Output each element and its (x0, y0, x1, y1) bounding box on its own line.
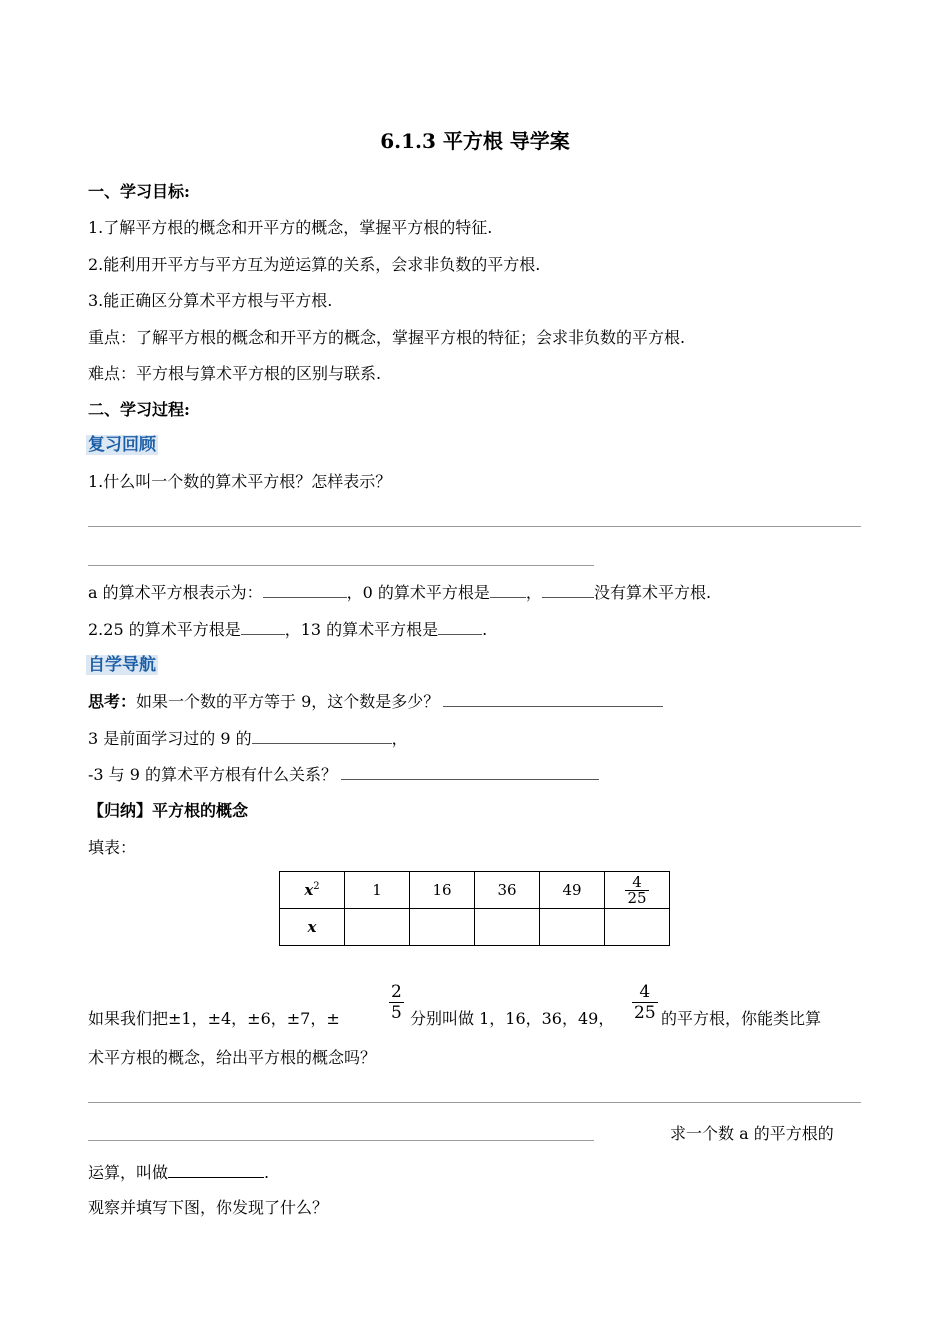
blank-field[interactable] (168, 1163, 264, 1178)
answer-cell[interactable] (410, 909, 475, 946)
blank-field[interactable] (542, 583, 594, 598)
analogy-text-3: 的平方根，你能类比算 (661, 1009, 822, 1028)
table-cell: 16 (410, 872, 475, 909)
summary-heading: 【归纳】平方根的概念 (88, 801, 249, 820)
table-header-x: x (280, 909, 345, 946)
think-text: 如果一个数的平方等于 9，这个数是多少？ (136, 692, 440, 711)
answer-cell[interactable] (605, 909, 670, 946)
answer-line[interactable] (88, 1140, 594, 1141)
line-3 (88, 729, 408, 749)
key-point: 重点：了解平方根的概念和开平方的概念，掌握平方根的特征；会求非负数的平方根. (88, 328, 686, 347)
numerator: 4 (632, 982, 658, 1003)
x-symbol: x (304, 881, 314, 899)
table-cell-fraction (605, 872, 670, 909)
page-title: 6.1.3 平方根 导学案 (380, 129, 570, 153)
blank-field[interactable] (252, 729, 392, 744)
think-line (88, 692, 663, 712)
operation-text-b: 运算，叫做 (88, 1163, 169, 1182)
denominator: 5 (391, 1003, 402, 1023)
section1-heading: 一、学习目标: (88, 182, 190, 201)
table-cell: 1 (345, 872, 410, 909)
line-3-text: 3 是前面学习过的 9 的 (88, 729, 252, 748)
answer-line[interactable] (88, 565, 594, 566)
operation-period: . (264, 1163, 270, 1182)
operation-line (88, 1163, 269, 1183)
fraction-four-25 (632, 982, 658, 1023)
answer-line[interactable] (88, 526, 861, 527)
denominator: 25 (634, 1003, 656, 1023)
fraction (625, 872, 648, 907)
goal-3: 3.能正确区分算术平方根与平方根. (88, 291, 333, 310)
blank-field[interactable] (490, 583, 526, 598)
blank-field[interactable] (438, 620, 482, 635)
observe-text: 观察并填写下图，你发现了什么？ (88, 1198, 329, 1217)
denominator: 25 (627, 888, 647, 907)
exponent: 2 (313, 881, 320, 892)
difficulty: 难点：平方根与算术平方根的区别与联系. (88, 364, 382, 383)
table-row (280, 872, 670, 909)
answer-line[interactable] (88, 1102, 861, 1103)
fill-table-label: 填表： (88, 838, 137, 857)
square-table (279, 871, 670, 946)
numerator: 4 (625, 875, 648, 891)
line-neg3 (88, 765, 599, 785)
table-cell: 49 (540, 872, 605, 909)
fill-b-text-3: . (482, 620, 488, 639)
fill-b-text-2: ，13 的算术平方根是 (284, 620, 439, 639)
line-neg3-text: -3 与 9 的算术平方根有什么关系？ (88, 765, 338, 784)
answer-cell[interactable] (345, 909, 410, 946)
section2-heading: 二、学习过程: (88, 400, 190, 419)
analogy-text-1: 如果我们把±1，±4，±6，±7，± (88, 1009, 340, 1028)
line-3-comma: ， (391, 729, 408, 748)
answer-cell[interactable] (540, 909, 605, 946)
fill-a-text-3: ， (525, 583, 542, 602)
goal-2: 2.能利用开平方与平方互为逆运算的关系，会求非负数的平方根. (88, 255, 541, 274)
think-label: 思考： (88, 692, 137, 711)
analogy-text-2: 分别叫做 1，16，36，49， (410, 1009, 615, 1028)
fraction-two-fifths (389, 982, 404, 1023)
goal-1: 1.了解平方根的概念和开平方的概念，掌握平方根的特征. (88, 218, 493, 237)
fill-a-text-4: 没有算术平方根. (593, 583, 712, 602)
self-study-label: 自学导航 (88, 655, 156, 675)
blank-field[interactable] (263, 583, 347, 598)
review-question-1: 1.什么叫一个数的算术平方根？怎样表示？ (88, 472, 392, 491)
blank-field[interactable] (341, 765, 599, 780)
fill-a-text-1: a 的算术平方根表示为： (88, 583, 263, 602)
fill-line-b (88, 620, 487, 640)
fill-a-text-2: ，0 的算术平方根是 (346, 583, 490, 602)
blank-field[interactable] (241, 620, 285, 635)
fill-b-text-1: 2.25 的算术平方根是 (88, 620, 241, 639)
table-cell: 36 (475, 872, 540, 909)
numerator: 2 (391, 982, 402, 1002)
answer-cell[interactable] (475, 909, 540, 946)
table-row (280, 909, 670, 946)
table-header-x2 (280, 872, 345, 909)
fill-line-a (88, 583, 711, 603)
review-label: 复习回顾 (88, 435, 156, 455)
blank-field[interactable] (443, 692, 663, 707)
analogy-line-2: 术平方根的概念，给出平方根的概念吗？ (88, 1048, 377, 1067)
operation-text: 求一个数 a 的平方根的 (670, 1124, 834, 1143)
